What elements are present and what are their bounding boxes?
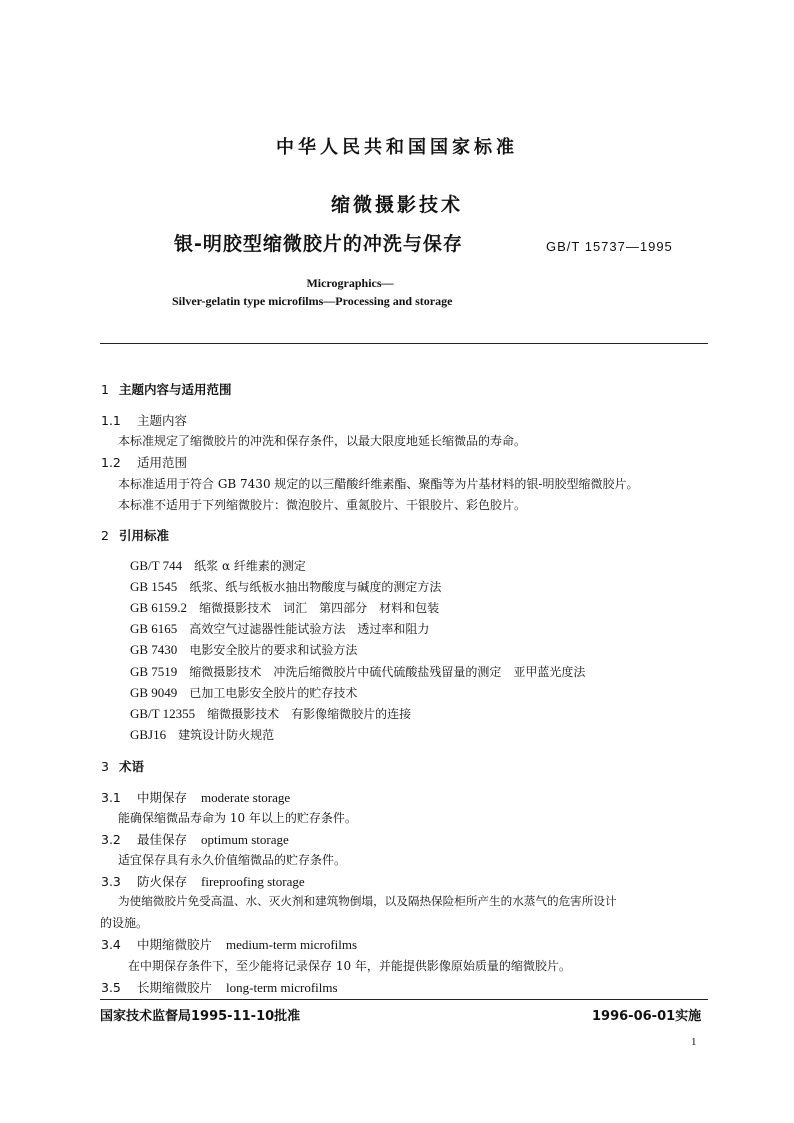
reference-item (130, 705, 411, 722)
page-number: 1 (691, 1036, 697, 1048)
section-1-heading (101, 380, 232, 398)
reference-code: GB 7519 (130, 664, 178, 679)
standard-number: GB/T 15737—1995 (546, 239, 673, 254)
section-number: 1 (101, 382, 109, 397)
term-number: 3.2 (101, 832, 121, 847)
term-zh: 长期缩微胶片 (137, 980, 213, 995)
english-title-line2: Silver-gelatin type microfilms—Processing and storage (172, 294, 453, 308)
header-divider (100, 343, 708, 344)
section-2-heading (101, 526, 169, 544)
section-title: 适用范围 (137, 455, 188, 470)
term-heading (101, 935, 357, 953)
reference-item (130, 726, 274, 743)
term-number: 3.1 (101, 790, 121, 805)
english-title-line1: Micrographics— (306, 276, 394, 290)
reference-item (130, 599, 439, 616)
section-title: 主题内容与适用范围 (119, 382, 232, 397)
term-heading (101, 978, 338, 996)
term-number: 3.3 (101, 874, 121, 889)
document-title-line2: 银-明胶型缩微胶片的冲洗与保存 (174, 233, 463, 255)
approval-text: 国家技术监督局1995-11-10批准 (100, 1009, 301, 1024)
reference-item (130, 557, 306, 574)
term-en: fireproofing storage (201, 874, 305, 889)
term-zh: 最佳保存 (137, 832, 188, 847)
term-en: medium-term microfilms (226, 937, 358, 952)
section-title: 引用标准 (119, 528, 170, 543)
reference-code: GB/T 12355 (130, 706, 196, 721)
reference-title: 缩微摄影技术 有影像缩微胶片的连接 (207, 707, 412, 721)
term-definition: 能确保缩微品寿命为 10 年以上的贮存条件。 (118, 811, 357, 825)
term-zh: 中期缩微胶片 (137, 937, 213, 952)
section-1-2-heading (101, 453, 187, 471)
section-title: 术语 (119, 759, 145, 774)
term-en: long-term microfilms (226, 980, 338, 995)
term-heading (101, 830, 289, 848)
term-zh: 防火保存 (137, 874, 188, 889)
term-en: optimum storage (201, 832, 289, 847)
section-3-heading (101, 757, 144, 775)
reference-title: 缩微摄影技术 冲洗后缩微胶片中硫代硫酸盐残留量的测定 亚甲蓝光度法 (189, 665, 586, 679)
section-title: 主题内容 (137, 413, 188, 428)
reference-title: 高效空气过滤器性能试验方法 透过率和阻力 (189, 622, 430, 636)
term-number: 3.5 (101, 980, 121, 995)
reference-title: 电影安全胶片的要求和试验方法 (189, 643, 358, 657)
reference-code: GB 6159.2 (130, 600, 188, 615)
reference-item (130, 641, 357, 658)
reference-code: GB 9049 (130, 685, 178, 700)
english-title-line1-wrap (0, 276, 670, 291)
section-1-1-text: 本标准规定了缩微胶片的冲洗和保存条件，以最大限度地延长缩微品的寿命。 (118, 434, 527, 448)
section-1-1-heading (101, 411, 187, 429)
implementation-text: 1996-06-01实施 (592, 1009, 702, 1024)
term-zh: 中期保存 (137, 790, 188, 805)
term-heading (101, 788, 290, 806)
reference-code: GB 1545 (130, 579, 178, 594)
reference-title: 缩微摄影技术 词汇 第四部分 材料和包装 (199, 601, 440, 615)
reference-title: 已加工电影安全胶片的贮存技术 (189, 686, 358, 700)
reference-code: GB/T 744 (130, 558, 183, 573)
section-1-2-text2: 本标准不适用于下列缩微胶片：微泡胶片、重氮胶片、干银胶片、彩色胶片。 (118, 498, 527, 512)
reference-item (130, 684, 357, 701)
section-number: 2 (101, 528, 109, 543)
reference-code: GB 6165 (130, 621, 178, 636)
section-number: 1.1 (101, 413, 121, 428)
term-definition-line2: 的设施。 (100, 916, 149, 930)
reference-item (130, 578, 441, 595)
section-number: 3 (101, 759, 109, 774)
reference-item (130, 663, 585, 680)
section-1-2-text1: 本标准适用于符合 GB 7430 规定的以三醋酸纤维素酯、聚酯等为片基材料的银-明胶型缩微胶片。 (118, 477, 639, 491)
reference-code: GBJ16 (130, 727, 167, 742)
footer-divider (100, 999, 708, 1000)
term-number: 3.4 (101, 937, 121, 952)
term-heading (101, 872, 305, 890)
term-en: moderate storage (201, 790, 291, 805)
reference-title: 纸浆 α 纤维素的测定 (194, 559, 306, 573)
reference-title: 纸浆、纸与纸板水抽出物酸度与碱度的测定方法 (189, 580, 442, 594)
reference-code: GB 7430 (130, 642, 178, 657)
reference-item (130, 620, 429, 637)
reference-title: 建筑设计防火规范 (178, 728, 275, 742)
term-definition: 适宜保存具有永久价值缩微品的贮存条件。 (118, 853, 347, 867)
document-title-line1: 缩微摄影技术 (330, 194, 463, 216)
term-definition-line1: 为使缩微胶片免受高温、水、灭火剂和建筑物倒塌，以及隔热保险柜所产生的水蒸气的危害所设计 (118, 894, 617, 908)
national-standard-heading: 中华人民共和国国家标准 (276, 137, 518, 158)
section-number: 1.2 (101, 455, 121, 470)
term-definition: 在中期保存条件下，至少能将记录保存 10 年，并能提供影像原始质量的缩微胶片。 (128, 959, 571, 973)
